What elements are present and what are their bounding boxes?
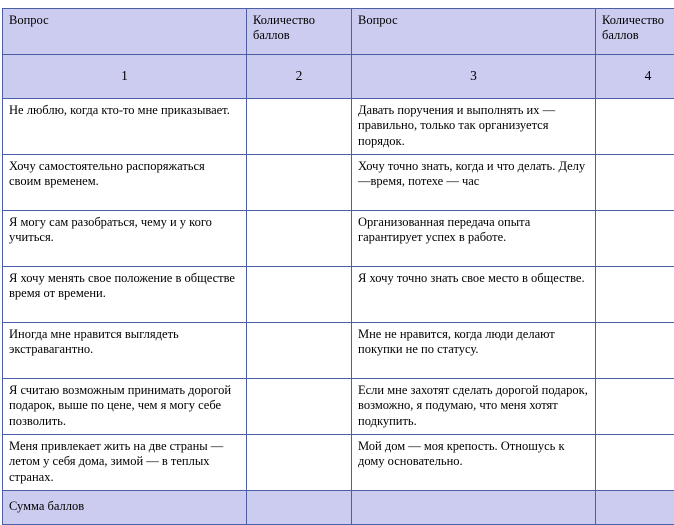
question-right: Организованная передача опыта гарантирует успех в работе. bbox=[352, 211, 596, 267]
score-left-cell[interactable] bbox=[247, 267, 352, 323]
column-number-4: 4 bbox=[596, 55, 674, 99]
column-number-1: 1 bbox=[3, 55, 247, 99]
column-number-row bbox=[3, 55, 674, 99]
question-left: Я считаю возможным принимать дорогой подарок, выше по цене, чем я могу себе позволить. bbox=[3, 379, 247, 435]
summary-row bbox=[3, 491, 674, 525]
score-right-cell[interactable] bbox=[596, 99, 674, 155]
score-right-cell[interactable] bbox=[596, 379, 674, 435]
score-left-cell[interactable] bbox=[247, 155, 352, 211]
question-right: Мой дом — моя крепость. Отношусь к дому основательно. bbox=[352, 435, 596, 491]
question-left: Не люблю, когда кто-то мне приказывает. bbox=[3, 99, 247, 155]
table-header bbox=[3, 9, 674, 99]
table-row bbox=[3, 155, 674, 211]
question-right: Мне не нравится, когда люди делают покупки не по статусу. bbox=[352, 323, 596, 379]
header-score-right: Количество баллов bbox=[596, 9, 674, 55]
table-row bbox=[3, 211, 674, 267]
header-question-left: Вопрос bbox=[3, 9, 247, 55]
question-right: Хочу точно знать, когда и что делать. Делу —время, потехе — час bbox=[352, 155, 596, 211]
table-row bbox=[3, 323, 674, 379]
header-score-left: Количество баллов bbox=[247, 9, 352, 55]
question-left: Я могу сам разобраться, чему и у кого учиться. bbox=[3, 211, 247, 267]
table-row bbox=[3, 379, 674, 435]
question-right: Если мне захотят сделать дорогой подарок, возможно, я подумаю, что меня хотят подкупить. bbox=[352, 379, 596, 435]
table-row bbox=[3, 267, 674, 323]
question-right: Я хочу точно знать свое место в обществе. bbox=[352, 267, 596, 323]
score-right-cell[interactable] bbox=[596, 267, 674, 323]
score-right-cell[interactable] bbox=[596, 211, 674, 267]
score-right-cell[interactable] bbox=[596, 155, 674, 211]
table-body bbox=[3, 99, 674, 525]
questionnaire-table bbox=[2, 8, 674, 525]
column-number-3: 3 bbox=[352, 55, 596, 99]
score-left-cell[interactable] bbox=[247, 99, 352, 155]
score-left-cell[interactable] bbox=[247, 435, 352, 491]
summary-right bbox=[352, 491, 596, 525]
question-left: Хочу самостоятельно распоряжаться своим временем. bbox=[3, 155, 247, 211]
summary-score-left[interactable] bbox=[247, 491, 352, 525]
table-row bbox=[3, 435, 674, 491]
header-row bbox=[3, 9, 674, 55]
question-left: Иногда мне нравится выглядеть экстравагантно. bbox=[3, 323, 247, 379]
table-row bbox=[3, 99, 674, 155]
score-left-cell[interactable] bbox=[247, 323, 352, 379]
score-right-cell[interactable] bbox=[596, 323, 674, 379]
question-left: Меня привлекает жить на две страны — летом у себя дома, зимой — в теплых странах. bbox=[3, 435, 247, 491]
question-right: Давать поручения и выполнять их — правильно, только так организуется порядок. bbox=[352, 99, 596, 155]
summary-score-right[interactable] bbox=[596, 491, 674, 525]
score-left-cell[interactable] bbox=[247, 379, 352, 435]
column-number-2: 2 bbox=[247, 55, 352, 99]
summary-label: Сумма баллов bbox=[3, 491, 247, 525]
score-left-cell[interactable] bbox=[247, 211, 352, 267]
question-left: Я хочу менять свое положение в обществе время от времени. bbox=[3, 267, 247, 323]
score-right-cell[interactable] bbox=[596, 435, 674, 491]
header-question-right: Вопрос bbox=[352, 9, 596, 55]
